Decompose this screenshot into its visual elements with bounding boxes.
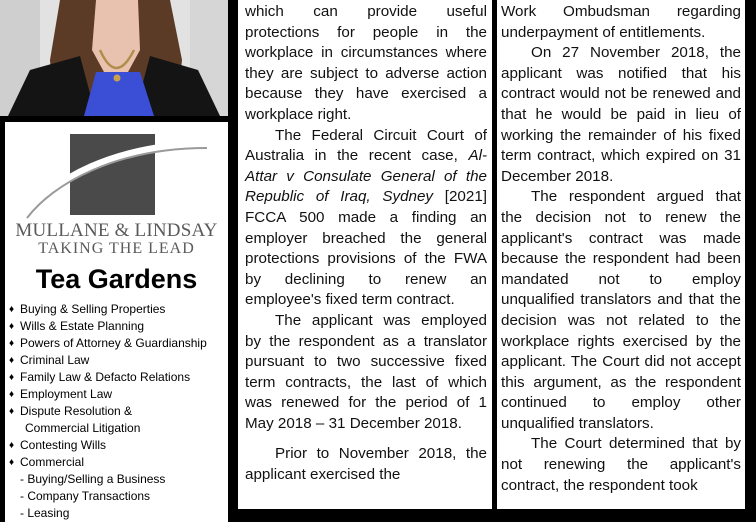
service-item <box>8 488 228 505</box>
service-item-label: Buying & Selling Properties <box>20 302 166 316</box>
service-item-label: Contesting Wills <box>20 438 107 452</box>
service-item <box>8 505 228 522</box>
paragraph-text: Prior to November 2018, the applicant exercised the <box>245 445 487 484</box>
service-item-label: Dispute Resolution & <box>20 404 133 418</box>
article-paragraph <box>245 2 487 126</box>
service-item-label: Commercial Litigation <box>25 421 141 435</box>
service-item <box>8 335 228 352</box>
service-item-label: - Buying/Selling a Business <box>20 472 166 486</box>
service-item-label: Employment Law <box>20 387 113 401</box>
paragraph-text: Work Ombudsman regarding underpayment of entitlements. <box>501 3 741 41</box>
law-firm-advert <box>5 122 228 522</box>
article-paragraph <box>245 444 487 485</box>
paragraph-text: The applicant was employed by the respondent as a translator pursuant to two successive fixed term contracts, the last of which was renewed for the period of 1 May 2018 – 31 December 2018. <box>245 311 487 432</box>
author-photo <box>0 0 228 116</box>
service-item-label: Powers of Attorney & Guardianship <box>20 336 207 350</box>
brand-tagline: TAKING THE LEAD <box>38 240 195 257</box>
bullet-diamond-icon: ♦ <box>9 389 15 400</box>
paragraph-text: which can provide useful protections for people in the workplace in circumstances where they are subject to adverse action because they have exercised a workplace right. <box>245 3 487 123</box>
service-item <box>8 386 228 403</box>
service-item-label: - Company Transactions <box>20 489 151 503</box>
service-item <box>8 403 228 420</box>
service-item-label: Commercial <box>20 455 85 469</box>
service-item-label: Family Law & Defacto Relations <box>20 370 191 384</box>
bullet-diamond-icon: ♦ <box>9 355 15 366</box>
brand-name: MULLANE & LINDSAY <box>15 220 218 241</box>
service-item <box>8 454 228 471</box>
article-paragraph <box>501 187 741 434</box>
article-column-1-text <box>238 0 492 486</box>
bullet-diamond-icon: ♦ <box>9 406 15 417</box>
service-item <box>8 437 228 454</box>
paragraph-text: [2021] FCCA 500 made a finding an employer breached the general protections provisions of the FWA by declining to renew an employee's fixed term contract. <box>245 188 487 309</box>
mullane-lindsay-logo <box>5 122 228 220</box>
bullet-diamond-icon: ♦ <box>9 372 15 383</box>
service-item <box>8 369 228 386</box>
bullet-diamond-icon: ♦ <box>9 457 15 468</box>
article-column-2-text <box>497 0 745 496</box>
service-item <box>8 352 228 369</box>
service-item-label: - Leasing <box>20 506 70 520</box>
author-photo-image <box>0 0 228 116</box>
services-list <box>8 301 228 522</box>
article-paragraph <box>245 126 487 311</box>
service-item <box>8 318 228 335</box>
bullet-diamond-icon: ♦ <box>9 440 15 451</box>
case-citation: Al-Attar v Consulate General of the Republic of Iraq, Sydney <box>245 147 487 206</box>
paragraph-text: The Federal Circuit Court of Australia in the recent case, <box>245 126 487 165</box>
service-item <box>8 420 228 437</box>
bullet-diamond-icon: ♦ <box>9 321 15 332</box>
paragraph-text: The Court determined that by not renewing the applicant's contract, the respondent took <box>501 435 741 494</box>
article-paragraph <box>501 2 741 43</box>
bullet-diamond-icon: ♦ <box>9 338 15 349</box>
article-paragraph <box>245 311 487 435</box>
office-location: Tea Gardens <box>35 264 198 294</box>
article-column-2 <box>497 0 745 509</box>
bullet-diamond-icon: ♦ <box>9 304 15 315</box>
service-item <box>8 301 228 318</box>
service-item <box>8 471 228 488</box>
service-item-label: Criminal Law <box>20 353 90 367</box>
article-column-1 <box>238 0 492 509</box>
service-item-label: Wills & Estate Planning <box>20 319 145 333</box>
paragraph-text: The respondent argued that the decision not to renew the applicant's contract was made because the respondent had been mandated not to employ unqualified translators and that the decision was not related to the workplace rights exercised by the applicant. The Court did not accept this argument, as the respondent continued to employ other unqualified translators. <box>501 188 741 432</box>
article-paragraph <box>501 43 741 187</box>
article-paragraph <box>501 434 741 496</box>
paragraph-text: On 27 November 2018, the applicant was notified that his contract would not be renewed and that he would be paid in lieu of working the remainder of his fixed term contract, which expired on 31 December 2018. <box>501 44 741 185</box>
